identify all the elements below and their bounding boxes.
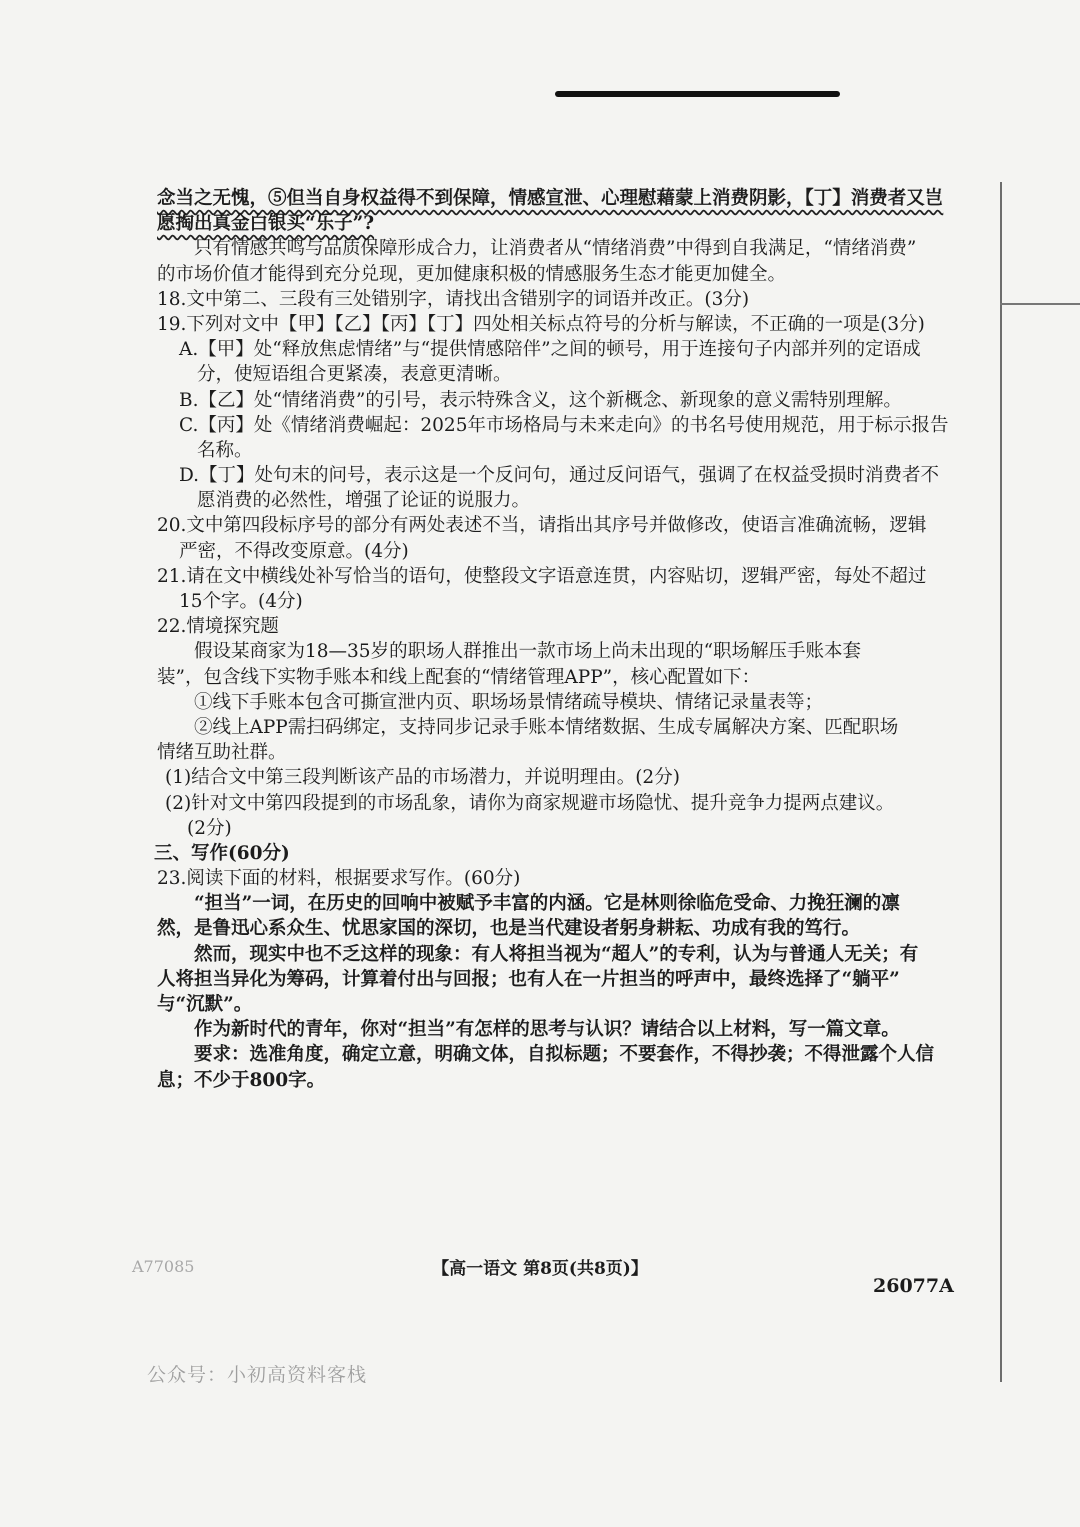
question-23-stem: 23.阅读下面的材料，根据要求写作。(60分) <box>157 868 521 890</box>
material-para-2-line-1: 然而，现实中也不乏这样的现象：有人将担当视为“超人”的专利，认为与普通人无关；有 <box>194 943 919 965</box>
question-22-config-2-cont: 情绪互助社群。 <box>157 742 287 764</box>
question-21: 21.请在文中横线处补写恰当的语句，使整段文字语意连贯，内容贴切，逻辑严密，每处不超过 <box>157 565 927 587</box>
top-rule <box>555 91 840 97</box>
material-para-2-line-2: 人将担当异化为筹码，计算着付出与回报；也有人在一片担当的呼声中，最终选择了“躺平” <box>157 968 900 990</box>
question-22-part-2: (2)针对文中第四段提到的市场乱象，请你为商家规避市场隐忧、提升竞争力提两点建议。 <box>165 792 895 814</box>
question-21-cont: 15个字。(4分) <box>179 591 303 612</box>
binding-line <box>1000 182 1002 1382</box>
passage-paragraph-line-2: 的市场价值才能得到充分兑现，更加健康积极的情感服务生态才能更加健全。 <box>157 263 787 285</box>
question-20: 20.文中第四段标序号的部分有两处表述不当，请指出其序号并做修改，使语言准确流畅，逻辑 <box>157 515 927 537</box>
question-22-config-2: ②线上APP需扫码绑定，支持同步记录手账本情绪数据、生成专属解决方案、匹配职场 <box>194 716 899 738</box>
question-19-stem: 19.下列对文中【甲】【乙】【丙】【丁】四处相关标点符号的分析与解读，不正确的一项是(3分) <box>157 313 925 335</box>
question-22-title: 22.情境探究题 <box>157 616 279 638</box>
question-18: 18.文中第二、三段有三处错别字，请找出含错别字的词语并改正。(3分) <box>157 288 750 310</box>
exam-code: 26077A <box>873 1275 954 1297</box>
question-22-scenario-2: 装”，包含线下实物手账本和线上配套的“情绪管理APP”，核心配置如下： <box>157 666 761 688</box>
question-19-option-d-cont: 愿消费的必然性，增强了论证的说服力。 <box>197 490 531 512</box>
writing-prompt: 作为新时代的青年，你对“担当”有怎样的思考与认识？请结合以上材料，写一篇文章。 <box>194 1019 900 1041</box>
exam-page-content <box>154 186 949 1093</box>
material-para-1-line-1: “担当”一词，在历史的回响中被赋予丰富的内涵。它是林则徐临危受命、力挽狂澜的凛 <box>194 893 900 915</box>
binding-tick <box>1000 303 1080 305</box>
writing-requirements: 要求：选准角度，确定立意，明确文体，自拟标题；不要套作，不得抄袭；不得泄露个人信 <box>194 1044 935 1066</box>
question-19-option-c: C.【丙】处《情绪消费崛起：2025年市场格局与未来走向》的书名号使用规范，用于标示报告 <box>179 414 949 436</box>
question-22-part-2-cont: (2分) <box>187 817 232 839</box>
writing-requirements-cont: 息；不少于800字。 <box>157 1069 326 1091</box>
question-19-option-a-cont: 分，使短语组合更紧凑，表意更清晰。 <box>197 364 512 386</box>
question-19-option-d: D.【丁】处句末的问号，表示这是一个反问句，通过反问语气，强调了在权益受损时消费者不 <box>179 465 940 487</box>
question-22-config-1: ①线下手账本包含可撕宣泄内页、职场场景情绪疏导模块、情绪记录量表等； <box>194 691 824 713</box>
passage-paragraph-line-1: 只有情感共鸣与品质保障形成合力，让消费者从“情绪消费”中得到自我满足，“情绪消费” <box>194 238 917 260</box>
page-footer: 【高一语文 第8页(共8页)】 <box>432 1259 648 1279</box>
question-19-option-c-cont: 名称。 <box>197 439 253 461</box>
section-writing-heading: 三、写作(60分) <box>154 842 290 864</box>
question-19-option-a: A.【甲】处“释放焦虑情绪”与“提供情感陪伴”之间的顿号，用于连接句子内部并列的定语成 <box>179 339 921 361</box>
watermark-text: 公众号：小初高资料客栈 <box>147 1364 368 1386</box>
question-19-option-b: B.【乙】处“情绪消费”的引号，表示特殊含义，这个新概念、新现象的意义需特别理解。 <box>179 389 902 411</box>
passage-tail-line-1: 念当之无愧，⑤但当自身权益得不到保障，情感宣泄、心理慰藉蒙上消费阴影，【丁】消费者又岂 <box>157 188 944 209</box>
material-para-1-line-2: 然，是鲁迅心系众生、忧思家国的深切，也是当代建设者躬身耕耘、功成有我的笃行。 <box>157 918 861 940</box>
question-22-scenario-1: 假设某商家为18—35岁的职场人群推出一款市场上尚未出现的“职场解压手账本套 <box>194 641 862 663</box>
question-22-part-1: (1)结合文中第三段判断该产品的市场潜力，并说明理由。(2分) <box>165 767 680 789</box>
passage-tail-line-2: 愿掏出真金白银买“乐子”? <box>157 213 375 235</box>
material-para-2-line-3: 与“沉默”。 <box>157 994 253 1015</box>
question-20-cont: 严密，不得改变原意。(4分) <box>179 540 409 562</box>
bleed-through-code: A77085 <box>132 1257 195 1276</box>
